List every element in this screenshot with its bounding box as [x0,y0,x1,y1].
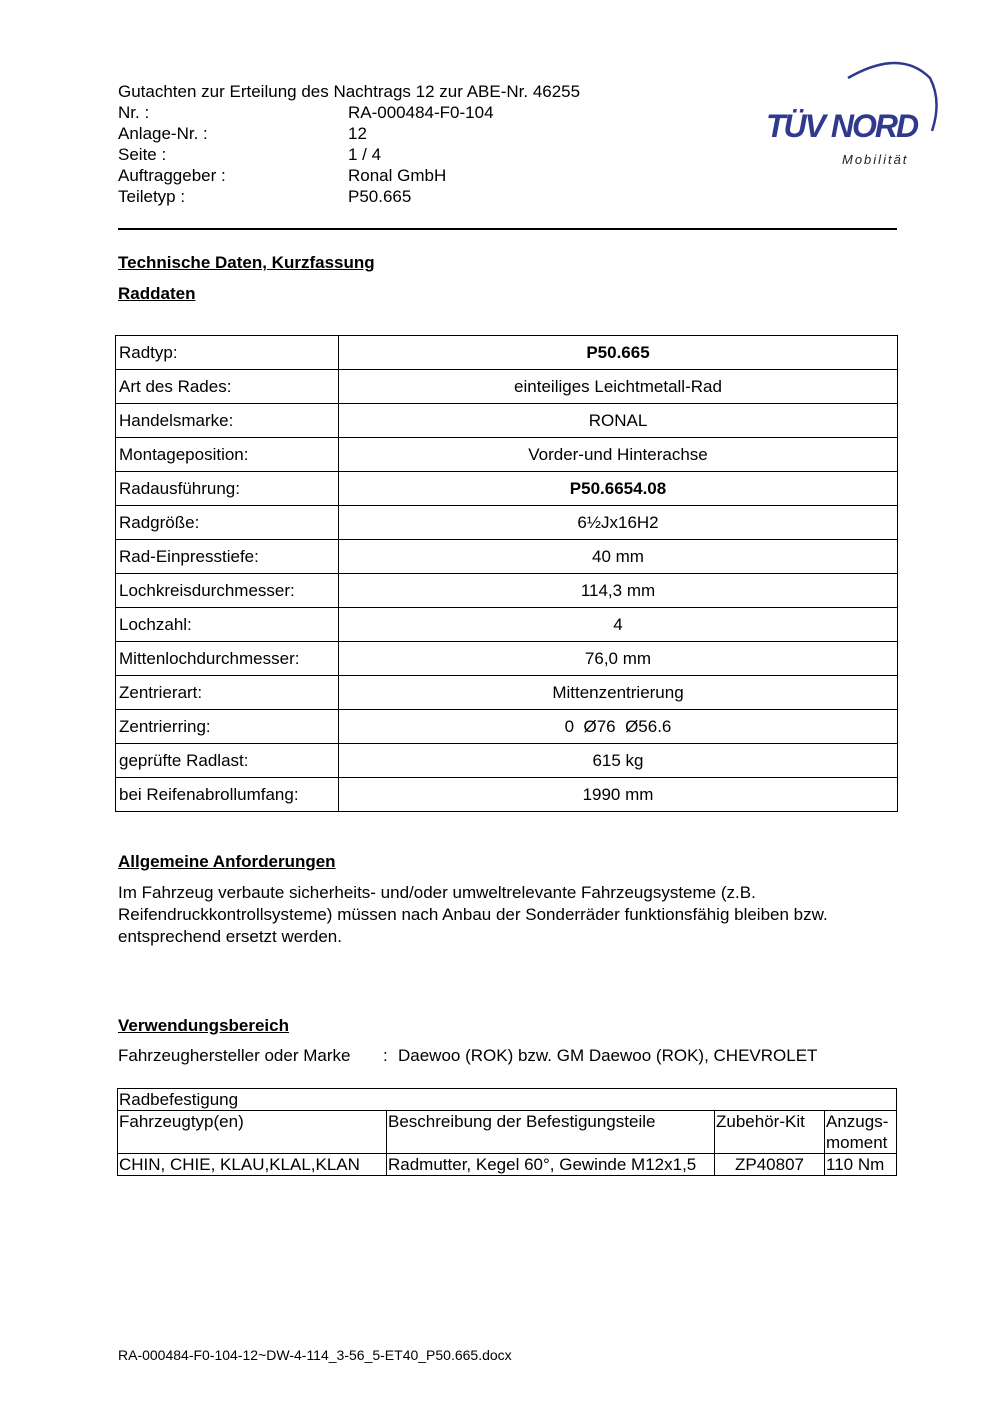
header-value: 1 / 4 [348,145,382,164]
section-title-verwendungsbereich: Verwendungsbereich [118,1016,289,1035]
table-key: Radausführung: [116,472,339,506]
header-value: P50.665 [348,187,412,206]
header-row-teiletyp [118,186,412,207]
logo-brand: TÜV NORD [766,108,918,144]
befestigung-table [117,1088,897,1176]
table-key: Montageposition: [116,438,339,472]
table-key: Radgröße: [116,506,339,540]
table-header-row [118,1111,897,1154]
section-title-allgemeine: Allgemeine Anforderungen [118,852,336,871]
table-caption: Radbefestigung [118,1089,897,1111]
maker-separator: : [383,1046,388,1065]
table-row [116,404,898,438]
table-row [116,744,898,778]
table-key: Zentrierart: [116,676,339,710]
header-divider [118,228,897,230]
table-key: Lochzahl: [116,608,339,642]
raddaten-table [115,335,898,812]
column-header: Anzugs-moment [825,1111,897,1154]
column-header: Fahrzeugtyp(en) [118,1111,387,1154]
table-value: 1990 mm [339,778,898,812]
footer-filename: RA-000484-F0-104-12~DW-4-114_3-56_5-ET40_P50.665.docx [118,1347,512,1363]
header-label: Seite : [118,145,167,164]
table-value: P50.6654.08 [339,472,898,506]
table-row [116,370,898,404]
table-value: 6½Jx16H2 [339,506,898,540]
table-value: 615 kg [339,744,898,778]
section-title-technische-daten: Technische Daten, Kurzfassung [118,253,375,272]
table-key: Mittenlochdurchmesser: [116,642,339,676]
table-row [116,506,898,540]
table-cell: Radmutter, Kegel 60°, Gewinde M12x1,5 [387,1154,715,1176]
header-row-auftraggeber [118,165,447,186]
table-value: 76,0 mm [339,642,898,676]
table-value: einteiliges Leichtmetall-Rad [339,370,898,404]
table-cell: ZP40807 [715,1154,825,1176]
table-row [116,608,898,642]
table-value: 4 [339,608,898,642]
table-row [116,438,898,472]
table-key: geprüfte Radlast: [116,744,339,778]
table-row [116,710,898,744]
table-row [116,472,898,506]
table-value: P50.665 [339,336,898,370]
maker-line [118,1046,818,1066]
header-row-nr [118,102,494,123]
header-label: Teiletyp : [118,187,186,206]
header-label: Nr. : [118,103,150,122]
table-value: 0 Ø76 Ø56.6 [339,710,898,744]
table-row [116,642,898,676]
document-title: Gutachten zur Erteilung des Nachtrags 12 zur ABE-Nr. 46255 [118,82,581,101]
header-value: 12 [348,124,367,143]
header-label: Auftraggeber : [118,166,226,185]
logo-subtitle: Mobilität [842,152,909,167]
section-subtitle-raddaten: Raddaten [118,284,196,303]
table-cell: CHIN, CHIE, KLAU,KLAL,KLAN [118,1154,387,1176]
table-value: 114,3 mm [339,574,898,608]
maker-label: Fahrzeughersteller oder Marke [118,1046,351,1065]
table-key: Radtyp: [116,336,339,370]
table-key: Rad-Einpresstiefe: [116,540,339,574]
table-row [116,574,898,608]
table-key: Zentrierring: [116,710,339,744]
table-key: bei Reifenabrollumfang: [116,778,339,812]
header-value: RA-000484-F0-104 [348,103,494,122]
allgemeine-text: Im Fahrzeug verbaute sicherheits- und/oder umweltrelevante Fahrzeugsysteme (z.B. Reifendruckkontrollsysteme) müssen nach Anbau der Sonderräder funktionsfähig bleiben bzw. entsprechend ersetzt werden. [118,883,828,946]
table-value: 40 mm [339,540,898,574]
header-label: Anlage-Nr. : [118,124,208,143]
table-row [116,676,898,710]
table-row [116,540,898,574]
table-value: Mittenzentrierung [339,676,898,710]
table-row [116,336,898,370]
header-value: Ronal GmbH [348,166,447,185]
table-value: Vorder-und Hinterachse [339,438,898,472]
table-row [118,1154,897,1176]
table-row [116,778,898,812]
maker-value: Daewoo (ROK) bzw. GM Daewoo (ROK), CHEVROLET [398,1046,818,1065]
table-value: RONAL [339,404,898,438]
column-header: Zubehör-Kit [715,1111,825,1154]
column-header: Beschreibung der Befestigungsteile [387,1111,715,1154]
table-cell: 110 Nm [825,1154,897,1176]
table-key: Handelsmarke: [116,404,339,438]
table-key: Lochkreisdurchmesser: [116,574,339,608]
table-key: Art des Rades: [116,370,339,404]
table-caption-row [118,1089,897,1111]
header-row-anlage [118,123,367,144]
header-row-seite [118,144,382,165]
